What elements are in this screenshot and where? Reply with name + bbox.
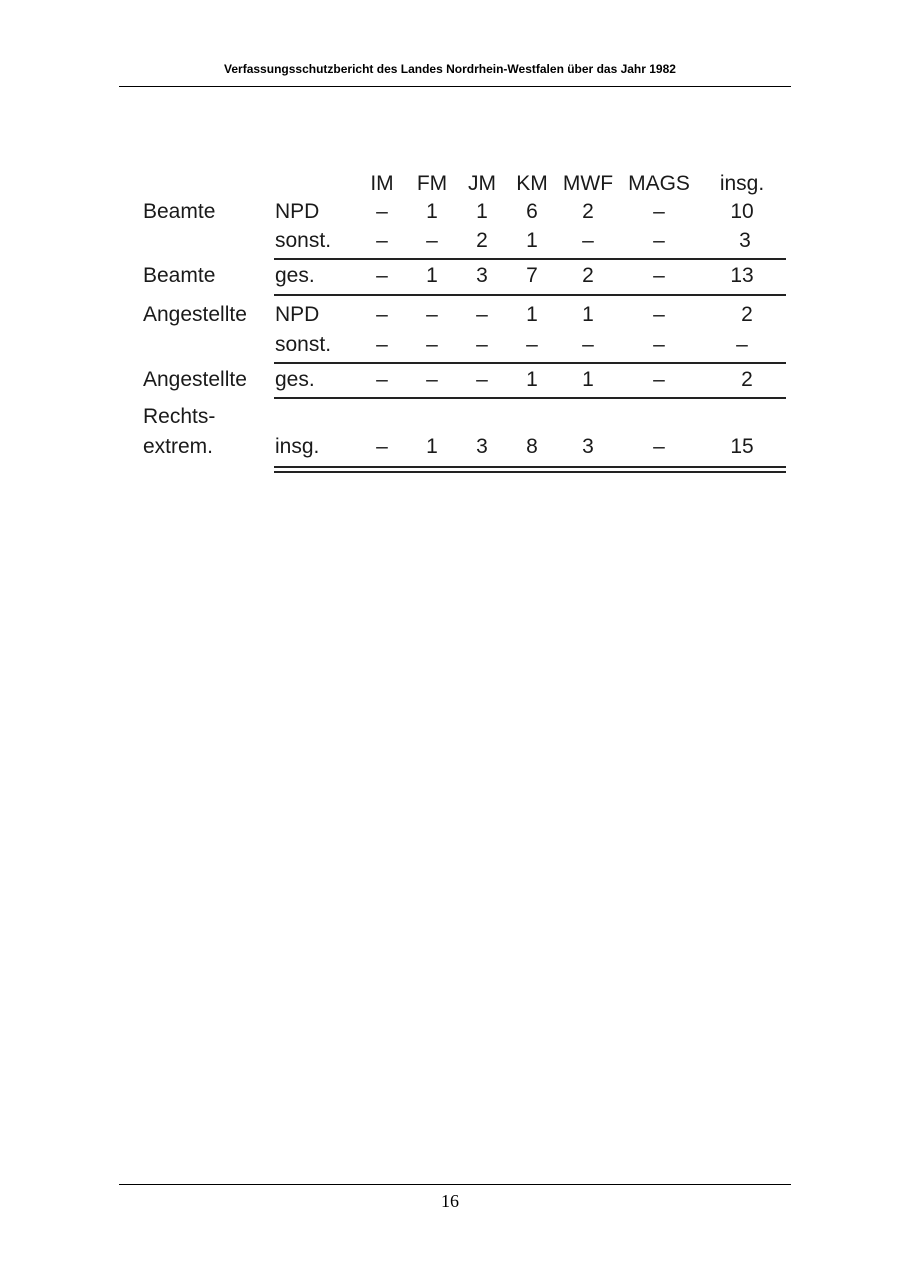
table-cell: – (476, 303, 488, 326)
table-cell: 1 (526, 303, 538, 326)
table-cell: – (376, 229, 388, 252)
table-cell: 3 (739, 229, 751, 252)
table-cell: – (426, 229, 438, 252)
table-cell: 3 (476, 264, 488, 287)
column-header-im: IM (370, 172, 394, 195)
row-sub-label: ges. (275, 368, 315, 391)
table-cell: 1 (426, 435, 438, 458)
column-header-jm: JM (468, 172, 496, 195)
table-cell: – (376, 368, 388, 391)
table-cell: 1 (426, 200, 438, 223)
table-cell: – (653, 200, 665, 223)
table-cell: 2 (582, 264, 594, 287)
row-group-label: Beamte (143, 200, 216, 223)
table-cell: – (376, 435, 388, 458)
table-cell: 1 (526, 229, 538, 252)
table-cell: 1 (476, 200, 488, 223)
table-cell: – (426, 333, 438, 356)
column-header-km: KM (516, 172, 548, 195)
table-cell: – (526, 333, 538, 356)
table-cell: – (653, 303, 665, 326)
table-cell: 13 (730, 264, 754, 287)
table-cell: 2 (582, 200, 594, 223)
table-cell: 1 (582, 303, 594, 326)
statistics-table (0, 0, 900, 520)
table-cell: 2 (476, 229, 488, 252)
page-header-title: Verfassungsschutzbericht des Landes Nordrhein-Westfalen über das Jahr 1982 (224, 62, 676, 76)
table-cell: – (426, 303, 438, 326)
table-double-rule-bottom (274, 471, 786, 473)
row-group-label: Angestellte (143, 303, 247, 326)
table-cell: – (426, 368, 438, 391)
table-cell: 1 (582, 368, 594, 391)
table-double-rule-top (274, 466, 786, 468)
table-cell: – (376, 303, 388, 326)
column-header-mags: MAGS (628, 172, 690, 195)
row-sub-label: ges. (275, 264, 315, 287)
table-cell: 2 (741, 368, 753, 391)
row-group-label: Angestellte (143, 368, 247, 391)
table-cell: – (476, 368, 488, 391)
row-sub-label: sonst. (275, 333, 332, 356)
table-cell: – (736, 333, 748, 356)
row-sub-label: NPD (275, 200, 320, 223)
row-group-label: Rechts- (143, 405, 216, 428)
table-cell: 2 (741, 303, 753, 326)
table-cell: – (653, 264, 665, 287)
row-sub-label: sonst. (275, 229, 332, 252)
table-cell: 1 (526, 368, 538, 391)
table-cell: 3 (582, 435, 594, 458)
table-cell: 3 (476, 435, 488, 458)
column-header-fm: FM (416, 172, 448, 195)
table-cell: – (653, 229, 665, 252)
table-cell: – (582, 229, 594, 252)
column-header-mwf: MWF (562, 172, 614, 195)
table-rule (274, 258, 786, 260)
row-group-label: extrem. (143, 435, 214, 458)
table-cell: 10 (730, 200, 754, 223)
table-cell: – (476, 333, 488, 356)
table-cell: 6 (526, 200, 538, 223)
row-group-label: Beamte (143, 264, 216, 287)
table-cell: – (376, 264, 388, 287)
page-number: 16 (441, 1191, 459, 1211)
table-rule (274, 294, 786, 296)
table-cell: – (653, 435, 665, 458)
table-rule (274, 397, 786, 399)
table-cell: – (376, 200, 388, 223)
footer-rule (119, 1184, 791, 1185)
table-cell: – (376, 333, 388, 356)
row-sub-label: insg. (275, 435, 320, 458)
table-cell: – (653, 368, 665, 391)
column-header-insg: insg. (719, 172, 765, 195)
table-cell: 15 (730, 435, 754, 458)
table-cell: – (653, 333, 665, 356)
table-cell: – (582, 333, 594, 356)
table-rule (274, 362, 786, 364)
row-sub-label: NPD (275, 303, 320, 326)
table-cell: 7 (526, 264, 538, 287)
table-cell: 1 (426, 264, 438, 287)
table-cell: 8 (526, 435, 538, 458)
